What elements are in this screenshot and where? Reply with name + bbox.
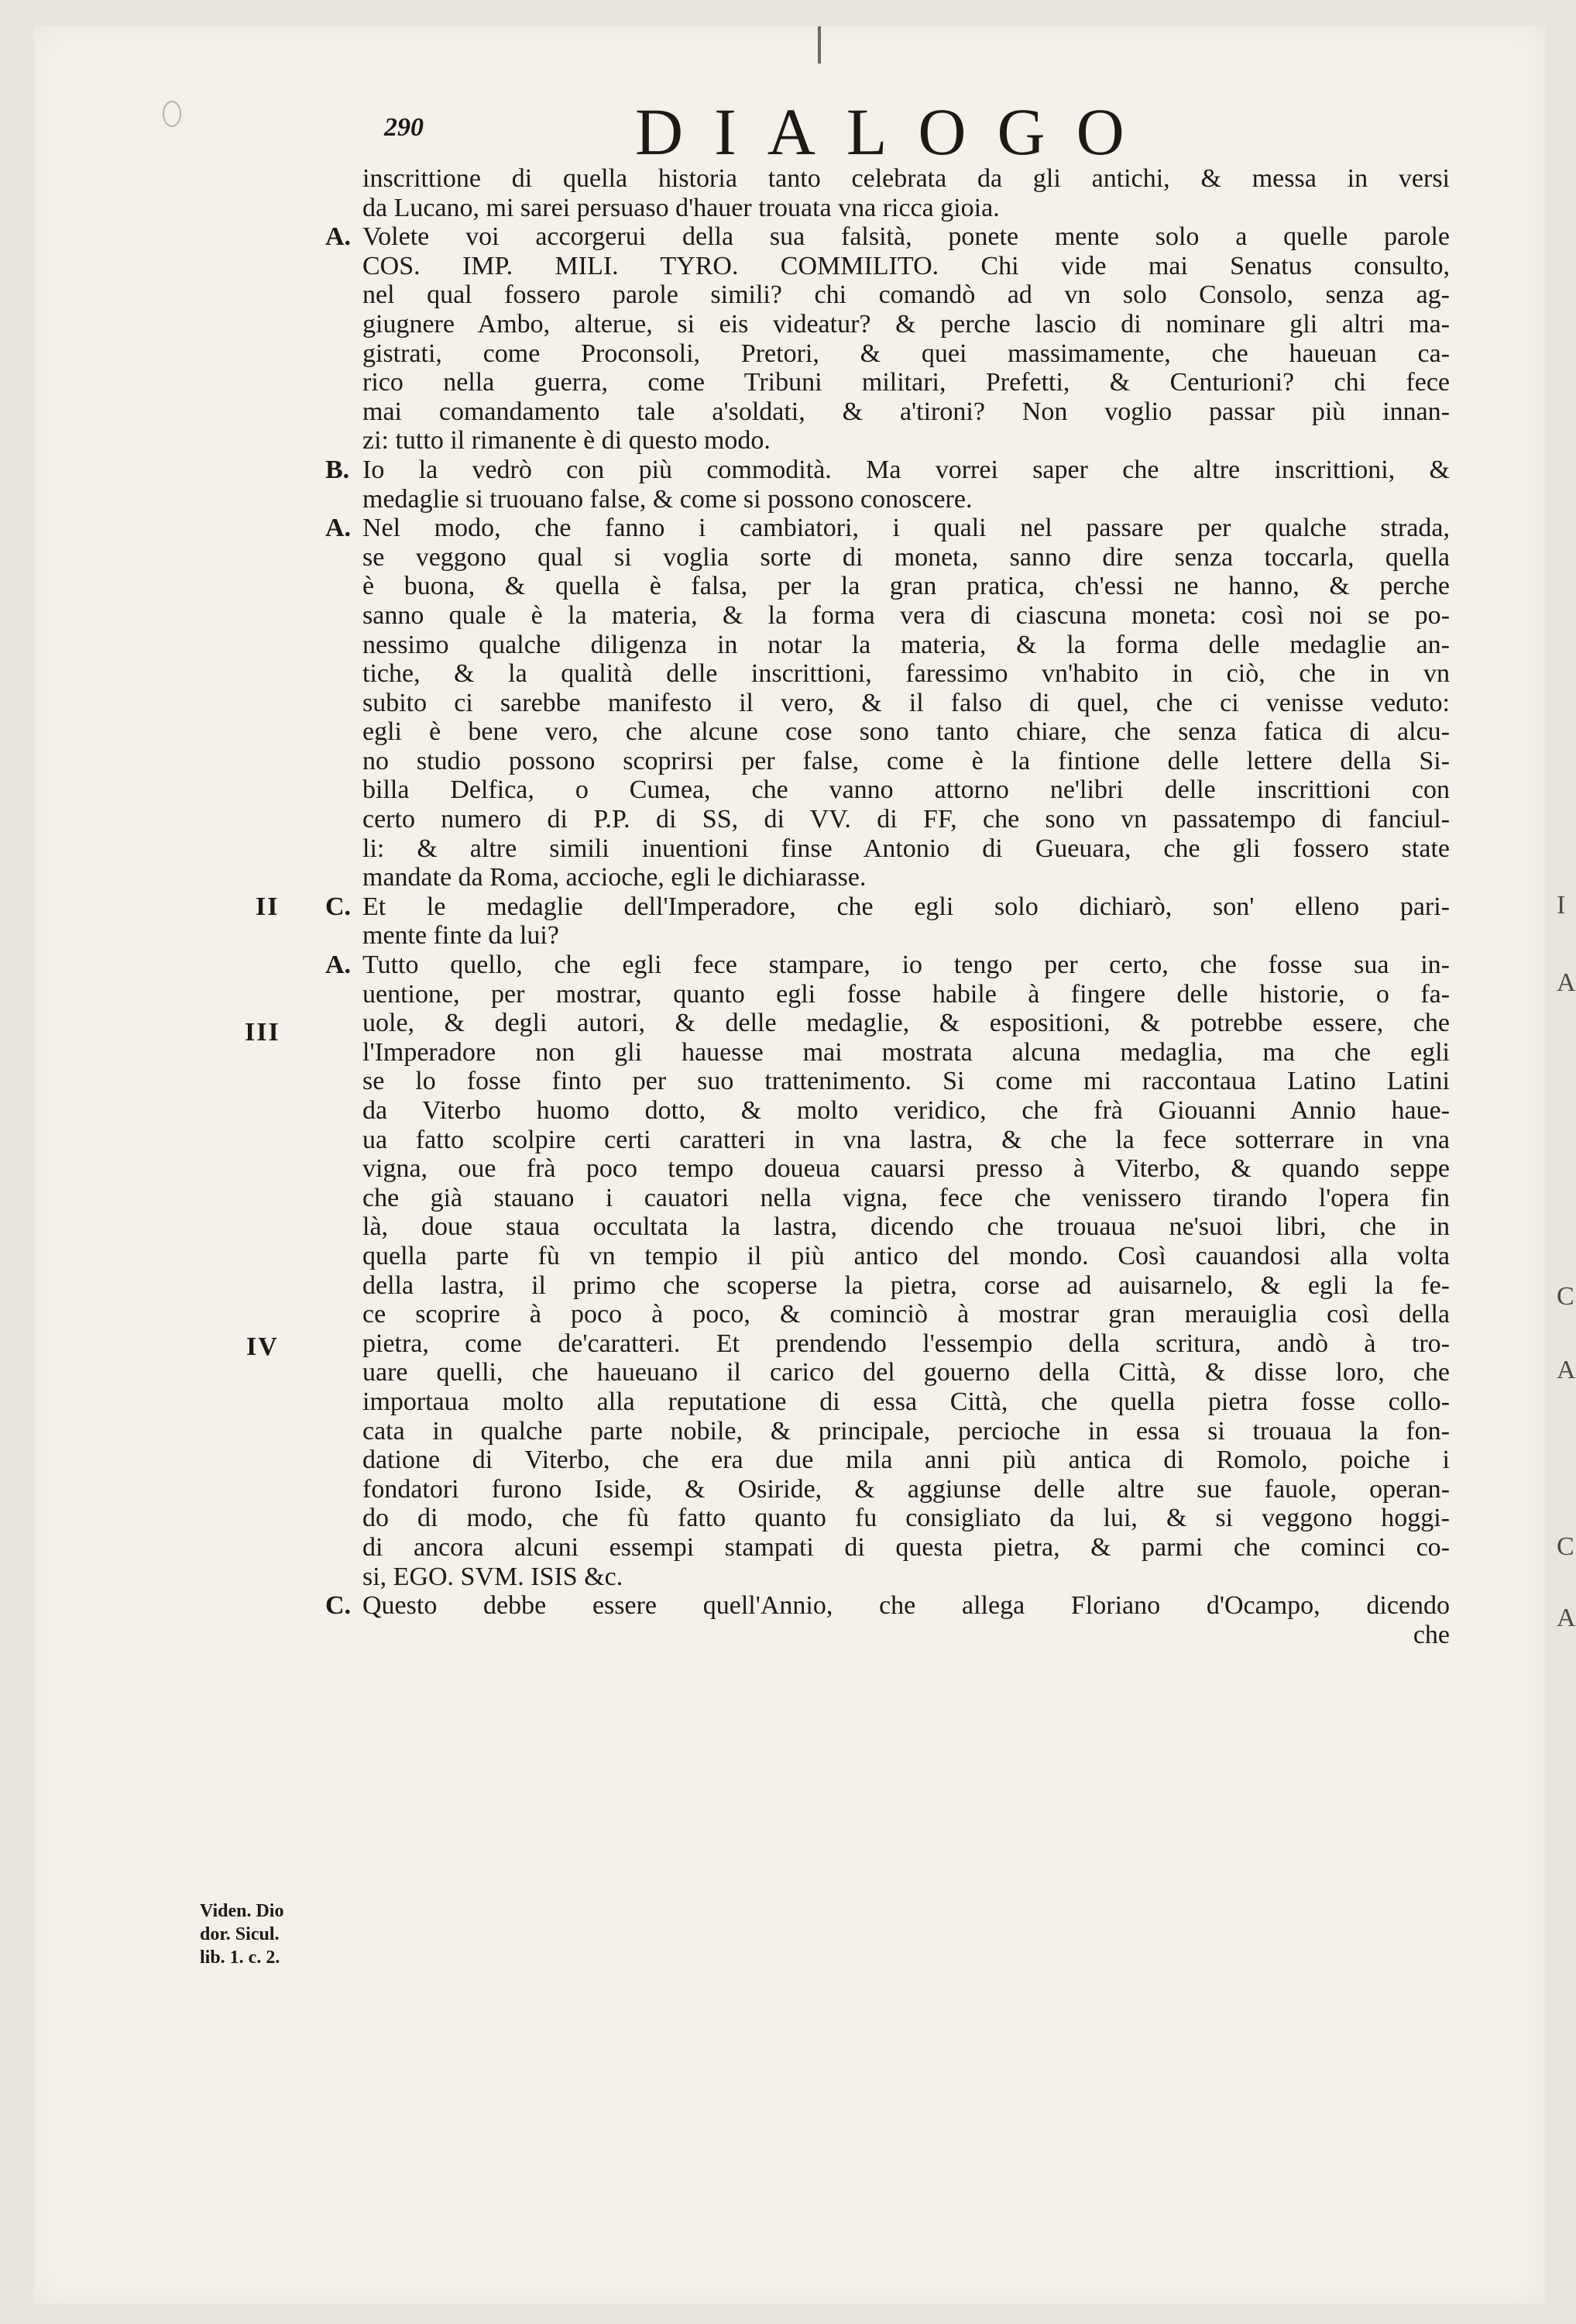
text-line [362, 1038, 1450, 1067]
line-text: da Viterbo huomo dotto, & molto veridico, che frà Giouanni Annio haue- [362, 1096, 1450, 1125]
line-text: Questo debbe essere quell'Annio, che allega Floriano d'Ocampo, dicendo [362, 1591, 1450, 1621]
margin-numeral: II [256, 892, 280, 921]
line-text: se veggono qual si voglia sorte di moneta, sanno dire senza toccarla, quella [362, 542, 1450, 572]
line-text: mandate da Roma, accioche, egli le dichiarasse. [362, 863, 867, 892]
speaker-mark: C. [325, 1591, 352, 1621]
text-line [362, 397, 1450, 427]
text-line [362, 572, 1450, 601]
line-text: datione di Viterbo, che era due mila anni più antica di Romolo, poiche i [362, 1446, 1450, 1475]
text-line [362, 834, 1450, 864]
line-text: Io la vedrò con più commodità. Ma vorrei saper che altre inscrittioni, & [362, 455, 1450, 484]
line-text: billa Delfica, o Cumea, che vanno attorno ne'libri delle inscrittioni con [362, 775, 1450, 805]
edge-stain [163, 101, 181, 127]
edge-letter: C [1557, 1532, 1574, 1561]
line-text: giugnere Ambo, alterue, si eis videatur? & perche lascio di nominare gli altri ma- [362, 309, 1450, 339]
line-text: l'Imperadore non gli hauesse mai mostrata alcuna medaglia, ma che egli [362, 1037, 1450, 1067]
line-text: che già stauano i cauatori nella vigna, fece che venissero tirando l'opera fin [362, 1183, 1450, 1212]
line-text: si, EGO. SVM. ISIS &c. [362, 1562, 623, 1591]
line-text: mente finte da lui? [362, 921, 559, 951]
line-text: Et le medaglie dell'Imperadore, che egli solo dichiarò, son' elleno pari- [362, 892, 1450, 921]
line-text: se lo fosse finto per suo trattenimento. Si come mi raccontaua Latino Latini [362, 1067, 1450, 1096]
margin-note [200, 1899, 283, 1969]
line-text: li: & altre simili inuentioni finse Antonio di Gueuara, che gli fossero state [362, 834, 1450, 863]
text-line [362, 980, 1450, 1009]
line-text: nessimo qualche diligenza in notar la materia, & la forma delle medaglie an- [362, 630, 1450, 659]
text-line [362, 368, 1450, 397]
line-text: gistrati, come Proconsoli, Pretori, & quei massimamente, che haueuan ca- [362, 339, 1450, 368]
line-text: uole, & degli autori, & delle medaglie, & espositioni, & potrebbe essere, che [362, 1009, 1450, 1038]
line-text: no studio possono scoprirsi per false, come è la fintione delle lettere della Si- [362, 746, 1450, 775]
line-text: vigna, oue frà poco tempo doueua cauarsi presso à Viterbo, & quando seppe [362, 1154, 1450, 1184]
line-text: inscrittione di quella historia tanto celebrata da gli antichi, & messa in versi [362, 164, 1450, 193]
text-line [362, 1563, 1450, 1592]
line-text: tiche, & la qualità delle inscrittioni, faressimo vn'habito in ciò, che in vn [362, 659, 1450, 689]
text-line [362, 805, 1450, 834]
text-line [362, 543, 1450, 572]
dialogue-text [325, 164, 1450, 1649]
text-line [362, 689, 1450, 718]
speaker-mark: A. [325, 514, 352, 543]
edge-letter: A [1557, 1604, 1576, 1632]
text-line [362, 1329, 1450, 1359]
text-line [362, 1126, 1450, 1155]
line-text: certo numero di P.P. di SS, di VV. di FF, che sono vn passatempo di fanciul- [362, 805, 1450, 834]
text-line [362, 339, 1450, 369]
binding-mark [818, 26, 821, 64]
line-text: ua fatto scolpire certi caratteri in vna lastra, & che la fece sotterrare in vna [362, 1125, 1450, 1154]
line-text: zi: tutto il rimanente è di questo modo. [362, 426, 771, 456]
text-line [362, 194, 1450, 223]
line-text: fondatori furono Iside, & Osiride, & aggiunse delle altre sue fauole, operan- [362, 1474, 1450, 1504]
line-text: ce scoprire à poco à poco, & cominciò à mostrar gran merauiglia così della [362, 1300, 1450, 1329]
text-line [362, 1096, 1450, 1126]
text-line [362, 310, 1450, 339]
line-text: egli è bene vero, che alcune cose sono tanto chiare, che senza fatica di alcu- [362, 717, 1450, 747]
text-line [362, 921, 1450, 951]
running-head: DIALOGO [635, 95, 1155, 169]
text-line [325, 892, 1450, 922]
margin-numeral: III [245, 1018, 280, 1047]
text-line [362, 1067, 1450, 1096]
line-text: che [1413, 1620, 1450, 1649]
edge-letter: A [1557, 1356, 1576, 1384]
line-text: là, doue staua occultata la lastra, dicendo che trouaua ne'suoi libri, che in [362, 1212, 1450, 1242]
text-line [362, 863, 1450, 892]
text-line [362, 1212, 1450, 1242]
line-text: Tutto quello, che egli fece stampare, io tengo per certo, che fosse sua in- [362, 951, 1450, 980]
text-line [362, 1154, 1450, 1184]
line-text: pietra, come de'caratteri. Et prendendo l'essempio della scritura, andò à tro- [362, 1329, 1450, 1358]
edge-letter: C [1557, 1282, 1574, 1311]
line-text: di ancora alcuni essempi stampati di questa pietra, & parmi che cominci co- [362, 1532, 1450, 1562]
text-line [362, 1300, 1450, 1329]
text-line [362, 631, 1450, 660]
line-text: mai comandamento tale a'soldati, & a'tironi? Non voglio passar più innan- [362, 397, 1450, 426]
margin-note-line: lib. 1. c. 2. [200, 1948, 280, 1968]
text-line [362, 747, 1450, 776]
line-text: da Lucano, mi sarei persuaso d'hauer trouata vna ricca gioia. [362, 193, 1000, 222]
text-line [362, 1242, 1450, 1271]
text-line [362, 1446, 1450, 1475]
text-line [362, 659, 1450, 689]
line-text: Nel modo, che fanno i cambiatori, i quali nel passare per qualche strada, [362, 514, 1450, 543]
margin-note-line: dor. Sicul. [200, 1924, 280, 1944]
line-text: della lastra, il primo che scoperse la pietra, corse ad auisarnelo, & egli la fe- [362, 1270, 1450, 1300]
edge-letter: A [1557, 968, 1576, 997]
line-text: uentione, per mostrar, quanto egli fosse habile à fingere delle historie, o fa- [362, 979, 1450, 1009]
text-line [362, 252, 1450, 281]
text-line [325, 514, 1450, 543]
text-line [362, 1504, 1450, 1533]
text-line [362, 1533, 1450, 1563]
speaker-mark: A. [325, 951, 352, 980]
text-line [325, 455, 1450, 485]
text-line [362, 1387, 1450, 1417]
line-text: quella parte fù vn tempio il più antico del mondo. Così cauandosi alla volta [362, 1241, 1450, 1270]
speaker-mark: B. [325, 455, 350, 484]
line-text: do di modo, che fù fatto quanto fu consigliato da lui, & si veggono hoggi- [362, 1504, 1450, 1533]
line-text: è buona, & quella è falsa, per la gran pratica, ch'essi ne hanno, & perche [362, 572, 1450, 601]
text-line [362, 1621, 1450, 1650]
line-text: Volete voi accorgerui della sua falsità, ponete mente solo a quelle parole [362, 222, 1450, 252]
edge-letter: I [1557, 891, 1566, 920]
line-text: rico nella guerra, come Tribuni militari, Prefetti, & Centurioni? chi fece [362, 368, 1450, 397]
margin-numeral: IV [246, 1332, 279, 1361]
text-line [362, 280, 1450, 310]
text-line [362, 1271, 1450, 1301]
text-line [325, 1591, 1450, 1621]
line-text: importaua molto alla reputatione di essa Città, che quella pietra fosse collo- [362, 1387, 1450, 1416]
speaker-mark: C. [325, 892, 352, 921]
text-line [362, 601, 1450, 631]
text-line [362, 717, 1450, 747]
line-text: medaglie si truouano false, & come si possono conoscere. [362, 484, 973, 514]
text-line [325, 951, 1450, 980]
text-line [362, 775, 1450, 805]
line-text: nel qual fossero parole simili? chi comandò ad vn solo Consolo, senza ag- [362, 280, 1450, 310]
text-line [362, 1475, 1450, 1504]
text-line [362, 426, 1450, 456]
line-text: COS. IMP. MILI. TYRO. COMMILITO. Chi vide mai Senatus consulto, [362, 251, 1450, 280]
line-text: sanno quale è la materia, & la forma vera di ciascuna moneta: così noi se po- [362, 600, 1450, 630]
text-line [362, 485, 1450, 514]
margin-note-line: Viden. Dio [200, 1901, 284, 1921]
text-line [362, 1358, 1450, 1387]
page-number: 290 [384, 113, 424, 142]
text-line [362, 1184, 1450, 1213]
text-line [362, 1417, 1450, 1446]
text-line [325, 222, 1450, 252]
speaker-mark: A. [325, 222, 352, 252]
line-text: uare quelli, che haueuano il carico del gouerno della Città, & disse loro, che [362, 1358, 1450, 1387]
line-text: cata in qualche parte nobile, & principale, percioche in essa si trouaua la fon- [362, 1416, 1450, 1446]
line-text: subito ci sarebbe manifesto il vero, & il falso di quel, che ci venisse veduto: [362, 688, 1450, 717]
text-line [362, 1009, 1450, 1038]
text-line [362, 164, 1450, 194]
